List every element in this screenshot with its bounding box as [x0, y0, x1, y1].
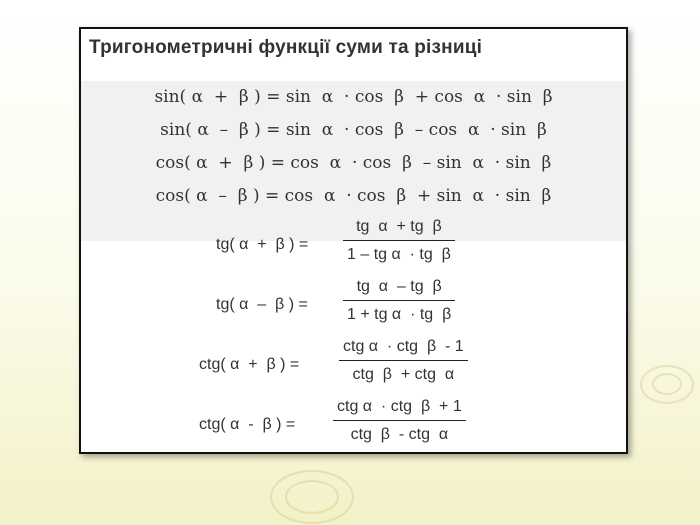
fraction-denominator: ctg β - ctg α	[350, 426, 449, 443]
formula-card	[79, 27, 628, 454]
ctg-sum-formula	[81, 337, 626, 397]
fraction	[343, 277, 455, 325]
fraction-denominator: ctg β + ctg α	[352, 366, 455, 383]
formula-lhs: tg( α – β ) =	[216, 296, 308, 313]
fraction	[339, 337, 468, 385]
fraction	[343, 217, 455, 265]
formula-lhs: ctg( α - β ) =	[199, 416, 296, 433]
cos-difference-formula: cos( α – β ) = cos α · cos β + sin α · sin β	[155, 186, 552, 206]
fraction-numerator: tg α – tg β	[343, 277, 455, 301]
ctg-difference-formula	[81, 397, 626, 457]
fraction-numerator: ctg α · ctg β + 1	[333, 397, 466, 421]
fraction-numerator: tg α + tg β	[343, 217, 455, 241]
fraction	[333, 397, 466, 445]
tg-difference-formula	[81, 277, 626, 337]
background-ripple	[652, 373, 682, 395]
fraction-numerator: ctg α · ctg β - 1	[339, 337, 468, 361]
sin-sum-formula: sin( α + β ) = sin α · cos β + cos α · sin β	[154, 87, 553, 107]
page-title: Тригонометричні функції суми та різниці	[89, 37, 483, 58]
formula-lhs: ctg( α + β ) =	[199, 356, 300, 373]
cos-sum-formula: cos( α + β ) = cos α · cos β – sin α · sin β	[155, 153, 552, 173]
fraction-denominator: 1 – tg α · tg β	[347, 246, 451, 263]
fraction-denominator: 1 + tg α · tg β	[347, 306, 452, 323]
formula-lhs: tg( α + β ) =	[216, 236, 309, 253]
background-ripple	[285, 480, 339, 514]
sin-difference-formula: sin( α – β ) = sin α · cos β – cos α · sin β	[160, 120, 547, 140]
tg-sum-formula	[81, 217, 626, 277]
